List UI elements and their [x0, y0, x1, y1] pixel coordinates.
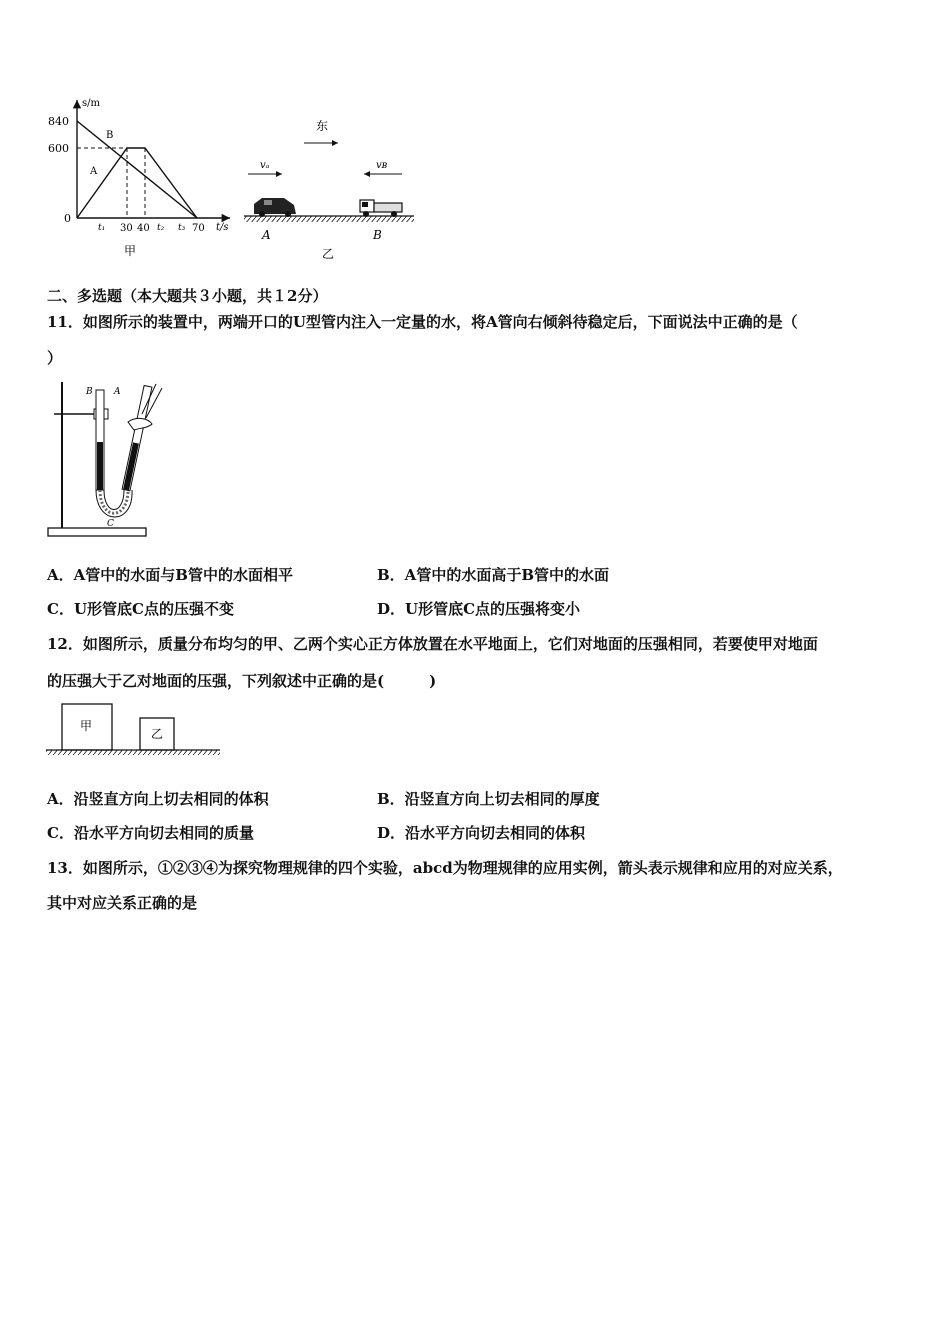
y-tick-600: 600 [48, 142, 69, 155]
tube-A-label: A [114, 387, 121, 397]
scene-caption: 乙 [322, 247, 335, 261]
x-tick-t3: t₃ [178, 223, 186, 233]
two-cubes-figure [44, 700, 224, 762]
cube-yi-label: 乙 [151, 727, 164, 741]
q12-stem-line2: 的压强大于乙对地面的压强，下列叙述中正确的是( ) [47, 672, 437, 690]
two-cars-scene [240, 110, 420, 265]
q11-option-B[interactable]: B．A管中的水面高于B管中的水面 [377, 566, 609, 584]
tube-B-label: B [86, 387, 93, 397]
car-A [254, 198, 296, 217]
q12-option-D[interactable]: D．沿水平方向切去相同的体积 [377, 824, 586, 842]
x-tick-30: 30 [120, 223, 133, 234]
point-C-label: C [107, 519, 114, 529]
graph-caption: 甲 [124, 244, 137, 258]
cube-jia-label: 甲 [80, 719, 93, 733]
x-tick-70: 70 [192, 223, 205, 234]
q11-option-D[interactable]: D．U形管底C点的压强将变小 [377, 600, 581, 618]
q13-stem-line1: 13．如图所示，①②③④为探究物理规律的四个实验，abcd为物理规律的应用实例，箭头表示规律和应用的对应关系， [47, 859, 843, 877]
velocity-A-label: vₐ [260, 160, 270, 171]
x-tick-t1: t₁ [98, 223, 106, 233]
q12-stem-line1: 12．如图所示，质量分布均匀的甲、乙两个实心正方体放置在水平地面上，它们对地面的压强相同，若要使甲对地面 [47, 635, 818, 653]
q12-option-C[interactable]: C．沿水平方向切去相同的质量 [47, 824, 254, 842]
y-tick-0: 0 [64, 212, 71, 225]
u-tube-apparatus [44, 378, 174, 543]
q11-option-A[interactable]: A．A管中的水面与B管中的水面相平 [47, 566, 293, 584]
velocity-B-label: vʙ [376, 160, 388, 171]
q13-stem-line2: 其中对应关系正确的是 [47, 894, 198, 912]
point-B-label: B [373, 228, 382, 242]
truck-B [360, 200, 402, 217]
line-A [77, 148, 197, 218]
q12-option-A[interactable]: A．沿竖直方向上切去相同的体积 [47, 790, 269, 808]
x-tick-t2: t₂ [157, 223, 165, 233]
line-label-A: A [90, 166, 98, 177]
point-A-label: A [262, 228, 271, 242]
distance-time-graph [40, 92, 240, 267]
y-tick-840: 840 [48, 115, 69, 128]
y-axis-label: s/m [82, 98, 100, 109]
x-tick-40: 40 [137, 223, 150, 234]
q12-option-B[interactable]: B．沿竖直方向上切去相同的厚度 [377, 790, 600, 808]
q11-stem-line2: ） [47, 349, 63, 367]
q11-option-C[interactable]: C．U形管底C点的压强不变 [47, 600, 234, 618]
direction-label: 东 [316, 119, 329, 133]
x-axis-label: t/s [216, 222, 229, 233]
section-heading: 二、多选题（本大题共３小题，共１2分） [47, 287, 328, 305]
q11-stem-line1: 11．如图所示的装置中，两端开口的U型管内注入一定量的水，将A管向右倾斜待稳定后，下面说法中正确的是（ [47, 313, 798, 331]
line-label-B: B [106, 130, 114, 141]
